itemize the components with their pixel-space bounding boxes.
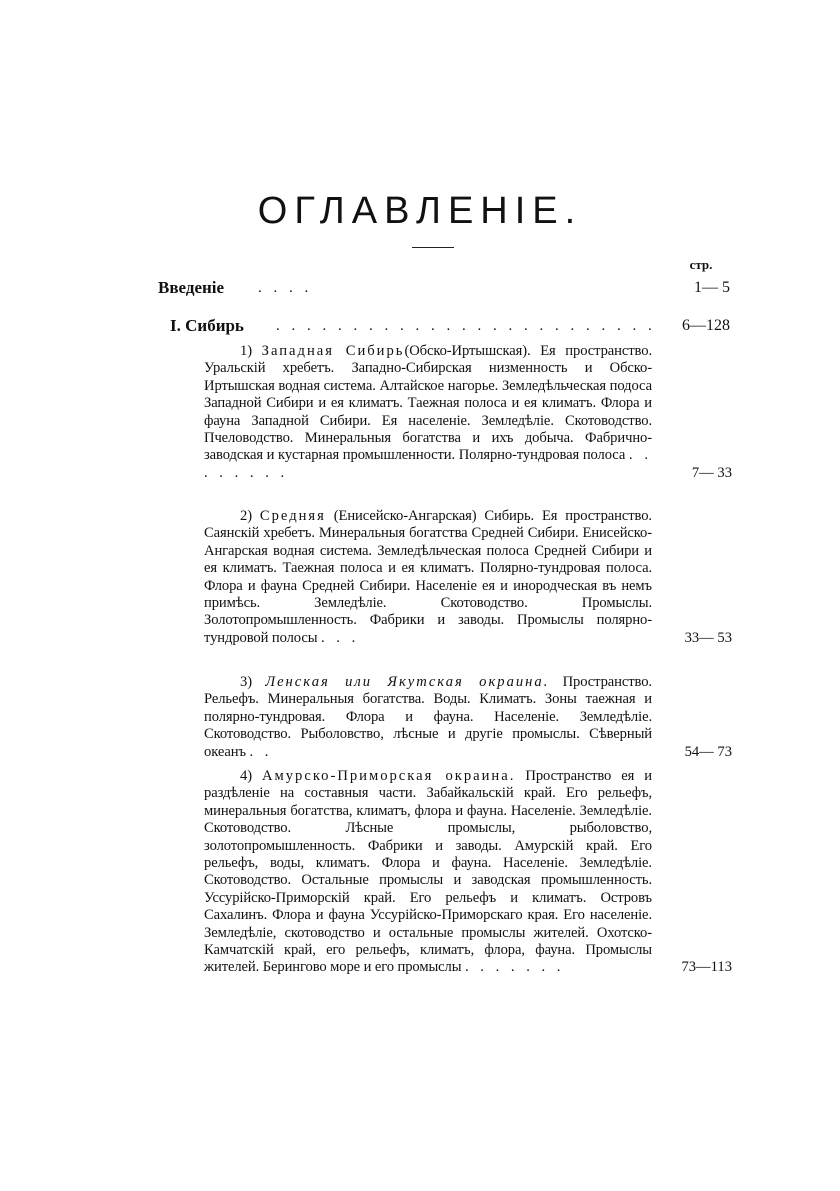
subsection-name: Западная Сибирь [261, 343, 405, 359]
leader-dots: . . . . [258, 280, 313, 296]
toc-subsection-amur-primorye[interactable] [204, 768, 732, 977]
toc-entry-pages: 6—128 [682, 317, 730, 334]
pages-column-header: стр. [689, 257, 713, 272]
subsection-name: Амурско-Приморская окраина. [261, 768, 516, 784]
subsection-number: 3) [240, 674, 252, 690]
toc-entry-pages: 1— 5 [694, 279, 730, 296]
toc-subsection-lena-territory[interactable] [204, 674, 732, 761]
subsection-description: (Енисейско-Ангарская) Сибирь. Ея пространство. Саянскiй хребетъ. Минеральныя богатства Средней Сибири. Енисейско-Ангарская водная система. Земледѣльческая полоса Средней Сибири и ея климатъ. Таежная полоса и ея климатъ. Полярно-тундровая полоса. Флора и фауна Средней Сибири. Населенiе ея и инородческая въ немъ примѣсь. Земледѣлiе. Скотоводство. Промыслы. Золотопромышленность. Фабрики и заводы. Промыслы полярно-тундровой полосы [204, 508, 652, 646]
toc-entry-label: Введенiе [158, 278, 225, 297]
subsection-description: Пространство ея и раздѣленiе на составныя части. Забайкальскiй край. Его рельефъ, минеральныя богатства, климатъ, флора и фауна. Населенiе. Земледѣлiе. Скотоводство. Лѣсные промыслы, рыболовство, золотопромышленность. Фабрики и заводы. Амурскiй край. Его рельефъ, воды, климатъ. Флора и фауна. Населенiе. Земледѣлiе. Скотоводство. Остальные промыслы и заводская промышленность. Уссурiйско-Приморскiй край. Его рельефъ и климатъ. Островъ Сахалинъ. Флора и фауна Уссурiйско-Приморскаго края. Его населенiе. Земледѣлiе, скотоводство и остальные промыслы жителей. Охотско-Камчатскiй край, его рельефъ, климатъ, флора, фауна. Промыслы жителей. Берингово море и его промыслы [204, 768, 652, 976]
subsection-pages: 7— 33 [691, 464, 732, 481]
toc-entry-label: I. Сибирь [170, 316, 244, 335]
subsection-number: 1) [240, 343, 252, 359]
leader-dots: . . . . . . . . [204, 447, 652, 481]
page-title: ОГЛАВЛЕНIЕ. [257, 190, 583, 232]
leader-dots: . . . . . . . [465, 959, 565, 976]
toc-entry-introduction[interactable] [158, 276, 730, 300]
subsection-number: 4) [240, 768, 252, 784]
subsection-name: Ленская или Якутская окраина. [265, 674, 550, 690]
subsection-description: (Обско-Иртышская). Ея пространство. Уральскiй хребетъ. Западно-Сибирская низменность и Обско-Иртышская водная система. Алтайское нагорье. Земледѣльческая подоса Западной Сибири и ея климатъ. Таежная полоса и ея климатъ. Флора и фауна Западной Сибири. Ея населенiе. Земледѣлiе. Скотоводство. Пчеловодство. Минеральныя богатства и ихъ добыча. Фабрично-заводская и кустарная промышленности. Полярно-тундровая полоса [204, 343, 652, 464]
toc-subsection-central-siberia[interactable] [204, 508, 732, 647]
subsection-pages: 73—113 [681, 959, 732, 976]
toc-subsection-west-siberia[interactable] [204, 343, 732, 482]
subsection-description: Пространство. Рельефъ. Минеральныя богатства. Воды. Климатъ. Зоны таежная и полярно-тундровая. Флора и фауна. Населенiе. Земледѣлiе. Скотоводство. Рыболовство, лѣсные и другiе промыслы. Сѣверный океанъ [204, 674, 652, 760]
toc-entry-siberia[interactable] [170, 314, 730, 338]
leader-dots: . . . . . . . . . . . . . . . . . . . . . . . . . [276, 318, 656, 334]
subsection-name: Средняя [259, 508, 326, 524]
subsection-text [204, 508, 652, 647]
subsection-text [204, 343, 652, 482]
subsection-pages: 33— 53 [684, 629, 732, 646]
subsection-text [204, 768, 652, 977]
subsection-text [204, 674, 652, 761]
title-divider [412, 247, 454, 248]
leader-dots: . . . [320, 629, 360, 646]
subsection-number: 2) [240, 508, 252, 524]
leader-dots: . . [249, 743, 273, 760]
subsection-pages: 54— 73 [684, 743, 732, 760]
